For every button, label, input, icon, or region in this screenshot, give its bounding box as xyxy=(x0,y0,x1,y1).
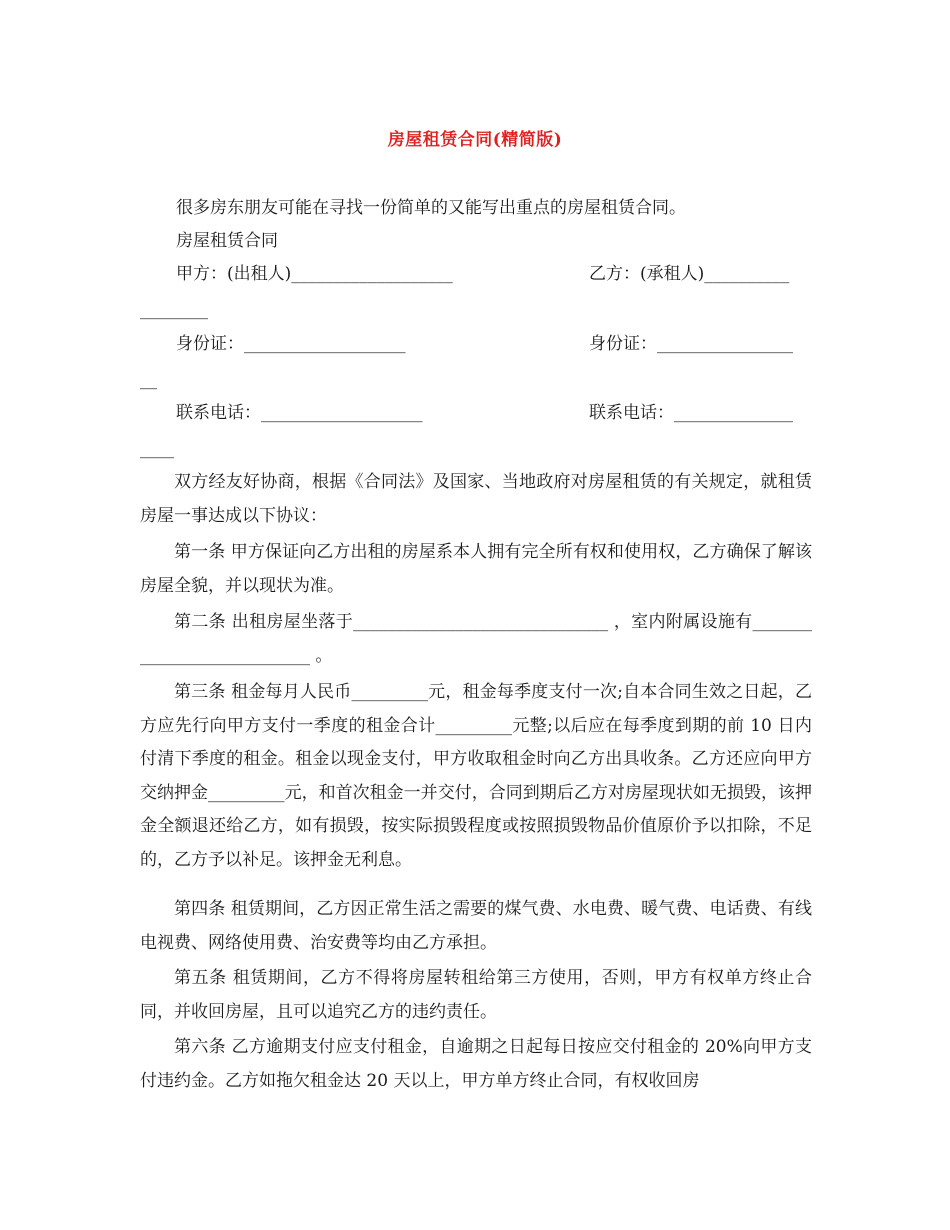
contract-heading: 房屋租赁合同 xyxy=(176,231,278,251)
article-3-paragraph: 第三条 租金每月人民币_________元，租金每季度支付一次;自本合同生效之日起，乙方应先行向甲方支付一季度的租金合计_________元整;以后应在每季度到期的前 10 日内付清下季度的租金。租金以现金支付，甲方收取租金时向乙方出具收条。乙方还应向甲方交纳押金_________元，和首次租金一并交付，合同到期后乙方对房屋现状如无损毁，该押金全额退还给乙方，如有损毁，按实际损毁程度或按照损毁物品价值原价予以扣除，不足的，乙方予以补足。该押金无利息。 xyxy=(140,682,812,870)
party-a-line: 甲方：(出租人)___________________ xyxy=(176,264,453,284)
article-6-paragraph: 第六条 乙方逾期支付应支付租金，自逾期之日起每日按应交付租金的 20%向甲方支付违约金。乙方如拖欠租金达 20 天以上，甲方单方终止合同，有权收回房 xyxy=(140,1037,812,1091)
intro-text: 很多房东朋友可能在寻找一份简单的又能写出重点的房屋租赁合同。 xyxy=(176,198,686,218)
article-4-paragraph: 第四条 租赁期间，乙方因正常生活之需要的煤气费、水电费、暖气费、电话费、有线电视费、网络使用费、治安费等均由乙方承担。 xyxy=(140,899,812,953)
party-b-id-line: 身份证：________________ xyxy=(589,334,793,354)
party-b-phone-line: 联系电话：______________ xyxy=(589,403,793,423)
party-a-phone-line: 联系电话：___________________ xyxy=(176,403,423,423)
party-b-id-cont: __ xyxy=(140,370,157,390)
article-5-paragraph: 第五条 租赁期间，乙方不得将房屋转租给第三方使用，否则，甲方有权单方终止合同，并收回房屋，且可以追究乙方的违约责任。 xyxy=(140,968,812,1022)
document-title: 房屋租赁合同(精简版) xyxy=(387,130,563,150)
article-1-paragraph: 第一条 甲方保证向乙方出租的房屋系本人拥有完全所有权和使用权，乙方确保了解该房屋全貌，并以现状为准。 xyxy=(140,542,812,596)
party-b-phone-cont: ____ xyxy=(140,439,174,459)
party-b-line-cont: ________ xyxy=(140,300,208,320)
party-a-id-line: 身份证：___________________ xyxy=(176,334,406,354)
party-b-line: 乙方：(承租人)__________ xyxy=(589,264,790,284)
agreement-intro-paragraph: 双方经友好协商，根据《合同法》及国家、当地政府对房屋租赁的有关规定，就租赁房屋一事达成以下协议： xyxy=(140,472,812,526)
article-2-paragraph: 第二条 出租房屋坐落于______________________________ ，室内附属设施有___________________________ 。 xyxy=(140,612,812,666)
